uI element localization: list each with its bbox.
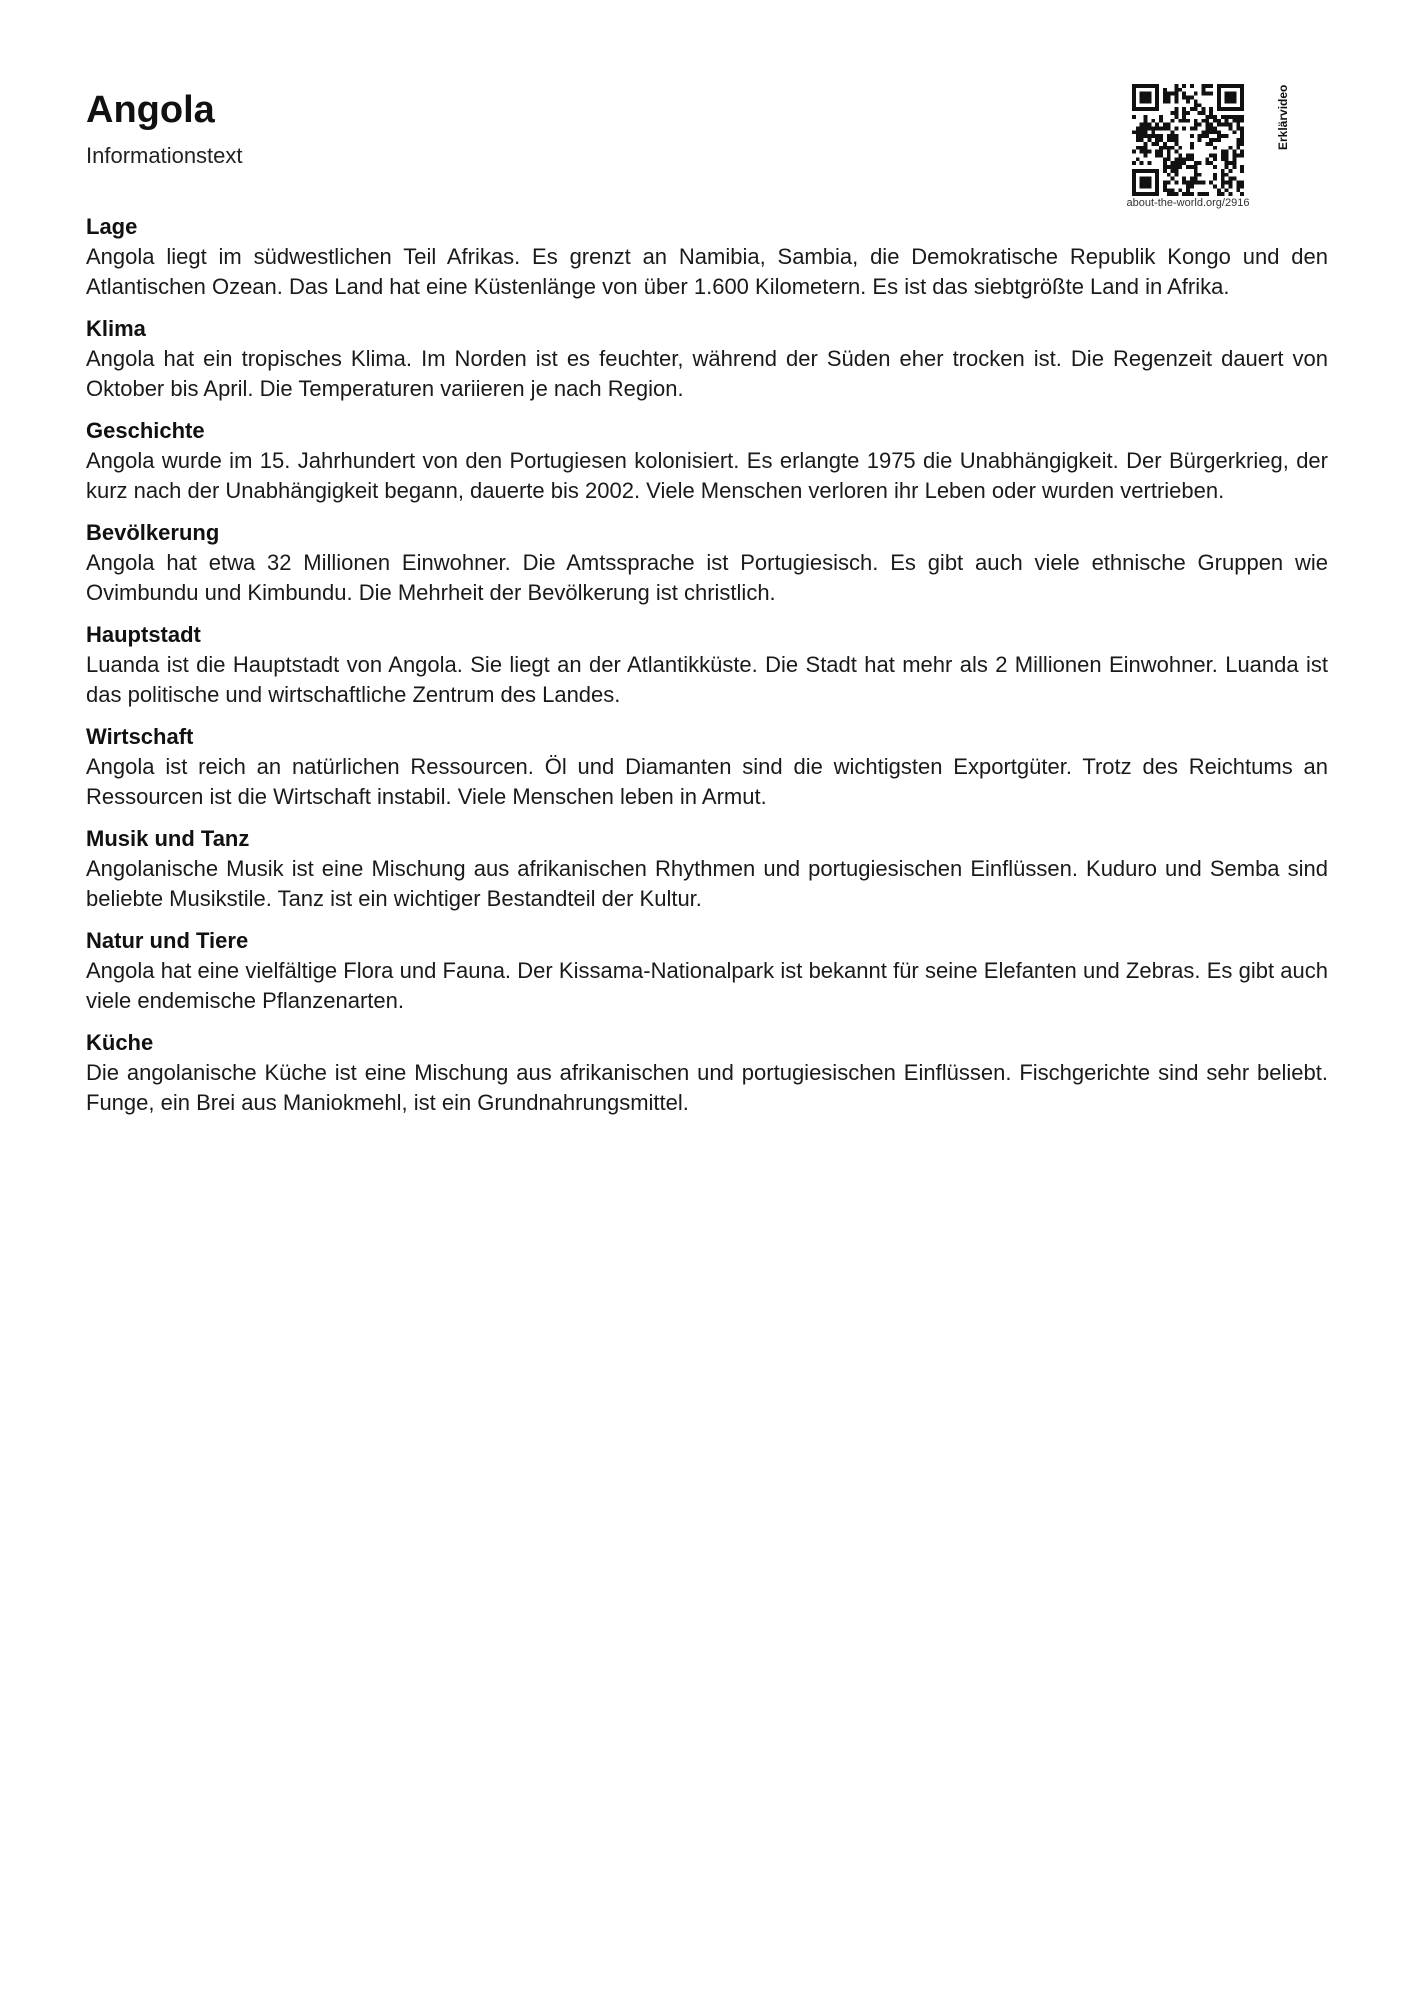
- page-title: Angola: [86, 89, 215, 131]
- qr-code-block[interactable]: [1098, 84, 1294, 216]
- section-heading: Musik und Tanz: [86, 826, 250, 851]
- section-bevoelkerung: [86, 518, 1328, 608]
- section-text: Luanda ist die Hauptstadt von Angola. Sie liegt an der Atlantikküste. Die Stadt hat mehr als 2 Millionen Einwohner. Luanda ist das politische und wirtschaftliche Zentrum des Landes.: [86, 652, 1328, 707]
- section-natur-und-tiere: [86, 926, 1328, 1016]
- section-text: Angola ist reich an natürlichen Ressourcen. Öl und Diamanten sind die wichtigsten Exportgüter. Trotz des Reichtums an Ressourcen ist die Wirtschaft instabil. Viele Menschen leben in Armut.: [86, 754, 1328, 809]
- section-heading: Klima: [86, 316, 146, 341]
- section-wirtschaft: [86, 722, 1328, 812]
- section-text: Angola hat ein tropisches Klima. Im Norden ist es feuchter, während der Süden eher trocken ist. Die Regenzeit dauert von Oktober bis April. Die Temperaturen variieren je nach Region.: [86, 346, 1328, 401]
- section-text: Angola liegt im südwestlichen Teil Afrikas. Es grenzt an Namibia, Sambia, die Demokratische Republik Kongo und den Atlantischen Ozean. Das Land hat eine Küstenlänge von über 1.600 Kilometern. Es ist das siebtgrößte Land in Afrika.: [86, 244, 1328, 299]
- qr-code-icon[interactable]: [1132, 84, 1244, 196]
- section-musik-und-tanz: [86, 824, 1328, 914]
- section-text: Angola hat etwa 32 Millionen Einwohner. Die Amtssprache ist Portugiesisch. Es gibt auch viele ethnische Gruppen wie Ovimbundu und Kimbundu. Die Mehrheit der Bevölkerung ist christlich.: [86, 550, 1328, 605]
- section-heading: Bevölkerung: [86, 520, 220, 545]
- section-text: Angola wurde im 15. Jahrhundert von den Portugiesen kolonisiert. Es erlangte 1975 die Unabhängigkeit. Der Bürgerkrieg, der kurz nach der Unabhängigkeit begann, dauerte bis 2002. Viele Menschen verloren ihr Leben oder wurden vertrieben.: [86, 448, 1328, 503]
- section-hauptstadt: [86, 620, 1328, 710]
- section-geschichte: [86, 416, 1328, 506]
- section-heading: Küche: [86, 1030, 154, 1055]
- section-heading: Wirtschaft: [86, 724, 194, 749]
- qr-video-label: Erklärvideo: [1276, 84, 1290, 150]
- section-heading: Geschichte: [86, 418, 205, 443]
- section-heading: Hauptstadt: [86, 622, 201, 647]
- section-heading: Natur und Tiere: [86, 928, 249, 953]
- section-text: Die angolanische Küche ist eine Mischung aus afrikanischen und portugiesischen Einflüssen. Fischgerichte sind sehr beliebt. Funge, ein Brei aus Maniokmehl, ist ein Grundnahrungsmittel.: [86, 1060, 1328, 1115]
- section-kueche: [86, 1028, 1328, 1118]
- section-heading: Lage: [86, 214, 138, 239]
- page-subtitle: Informationstext: [86, 143, 243, 168]
- section-text: Angolanische Musik ist eine Mischung aus afrikanischen Rhythmen und portugiesischen Einflüssen. Kuduro und Semba sind beliebte Musikstile. Tanz ist ein wichtiger Bestandteil der Kultur.: [86, 856, 1328, 911]
- section-klima: [86, 314, 1328, 404]
- section-lage: [86, 212, 1328, 302]
- qr-url-caption: about-the-world.org/2916: [1126, 197, 1250, 209]
- info-text-body: [86, 212, 1328, 1130]
- section-text: Angola hat eine vielfältige Flora und Fauna. Der Kissama-Nationalpark ist bekannt für seine Elefanten und Zebras. Es gibt auch viele endemische Pflanzenarten.: [86, 958, 1328, 1013]
